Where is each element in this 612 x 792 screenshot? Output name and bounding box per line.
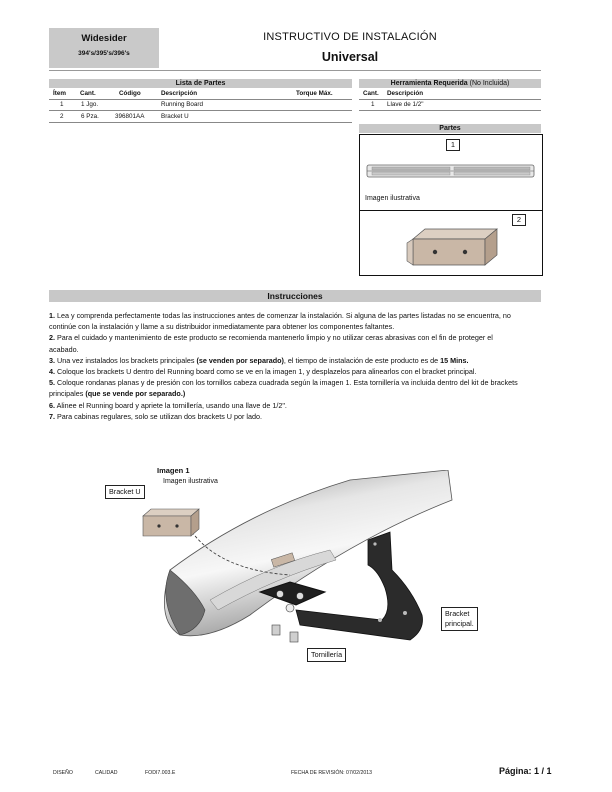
- row1-desc: Running Board: [161, 101, 204, 108]
- step-2: [49, 332, 519, 354]
- model-name: Widesider: [81, 33, 127, 44]
- table-divider: [49, 110, 352, 111]
- step-3-text-b: (se venden por separado): [196, 355, 284, 365]
- footer-code: FODI7.003.E: [145, 770, 176, 776]
- step-2-num: 2.: [49, 333, 55, 343]
- model-codes: 394's/395's/396's: [78, 50, 130, 57]
- step-3-num: 3.: [49, 355, 55, 365]
- part1-number: 1: [446, 139, 460, 151]
- figure-caption: Imagen ilustrativa: [163, 478, 218, 485]
- step-2-text: Para el cuidado y mantenimiento de este producto se recomienda mantenerlo limpio y no utilizar ceras abrasivas con el fin de proteger el acabado.: [49, 333, 493, 354]
- tools-title: [359, 79, 541, 88]
- row2-qty: 6 Pza.: [81, 113, 99, 120]
- part2-number: 2: [512, 214, 526, 226]
- tools-title-bold: Herramienta Requerida: [390, 80, 468, 87]
- document-subtitle: Universal: [321, 50, 379, 64]
- header-divider: [49, 70, 541, 71]
- instructions-list: [49, 310, 519, 422]
- table-divider: [49, 122, 352, 123]
- step-5: [49, 377, 519, 399]
- part1-caption: Imagen ilustrativa: [365, 195, 420, 202]
- tools-col-desc: Descripción: [387, 90, 424, 97]
- step-1: [49, 310, 519, 332]
- figure-title: Imagen 1: [157, 466, 190, 475]
- row2-code: 396801AA: [115, 113, 145, 120]
- step-4: [49, 366, 519, 377]
- parts-panel-title: Partes: [359, 124, 541, 133]
- step-6: [49, 400, 519, 411]
- model-box: [49, 28, 159, 68]
- step-4-num: 4.: [49, 367, 55, 377]
- step-5-text-b: (que se vende por separado.): [85, 389, 186, 399]
- step-1-num: 1.: [49, 311, 55, 320]
- document-title: INSTRUCTIVO DE INSTALACIÓN: [263, 31, 437, 43]
- step-3-text-d: 15 Mins.: [440, 355, 469, 365]
- parts-list-title: Lista de Partes: [49, 79, 352, 88]
- col-item: Ítem: [53, 90, 66, 97]
- page-number: Página: 1 / 1: [499, 766, 552, 776]
- step-3: [49, 355, 519, 366]
- step-3-text-c: , el tiempo de instalación de este producto es de: [283, 355, 441, 365]
- step-6-num: 6.: [49, 400, 55, 410]
- parts-panel: [359, 134, 543, 276]
- col-torque: Torque Máx.: [296, 90, 333, 97]
- running-board-illustration: [364, 157, 538, 187]
- footer-revision: FECHA DE REVISIÓN: 07/02/2013: [291, 770, 373, 776]
- parts-divider: [360, 210, 542, 211]
- step-6-text: Alinee el Running board y apriete la tornillería, usando una llave de 1/2".: [56, 400, 287, 410]
- installation-illustration: [100, 470, 460, 670]
- row2-item: 2: [60, 113, 64, 120]
- col-qty: Cant.: [80, 90, 96, 97]
- step-7: [49, 411, 519, 422]
- row2-desc: Bracket U: [161, 113, 189, 120]
- col-code: Código: [119, 90, 141, 97]
- col-desc: Descripción: [161, 90, 198, 97]
- step-7-text: Para cabinas regulares, solo se utilizan dos brackets U por lado.: [57, 411, 262, 421]
- bracket-u-figure: [137, 506, 201, 540]
- step-3-text-a: Una vez instalados los brackets principales: [57, 355, 197, 365]
- callout-bracket-principal-line2: principal.: [445, 619, 474, 628]
- footer-quality: CALIDAD: [95, 770, 118, 776]
- instructions-title: Instrucciones: [49, 290, 541, 302]
- row1-item: 1: [60, 101, 64, 108]
- tool1-desc: Llave de 1/2": [387, 101, 424, 108]
- step-5-text-a: Coloque rondanas planas y de presión con los tornillos cabeza cuadrada según la imagen 1. Esta tornillería va incluida dentro del kit de brackets principales: [49, 378, 518, 399]
- tool1-qty: 1: [371, 101, 375, 108]
- step-5-num: 5.: [49, 378, 55, 388]
- callout-tornilleria: Tornillería: [307, 648, 346, 662]
- row1-qty: 1 Jgo.: [81, 101, 99, 108]
- callout-bracket-principal: [441, 607, 478, 631]
- step-1-text: Lea y comprenda perfectamente todas las instrucciones antes de comenzar la instalación. Si alguna de las partes listadas no se encuentra, no continúe con la instalación y llame a su distribuidor inmediatamente para obtener los componentes faltantes.: [49, 311, 511, 332]
- step-7-num: 7.: [49, 411, 55, 421]
- tools-title-light: (No Incluida): [469, 80, 510, 87]
- callout-bracket-u: Bracket U: [105, 485, 145, 499]
- callout-bracket-principal-line1: Bracket: [445, 609, 470, 618]
- table-divider: [359, 110, 541, 111]
- bracket-u-illustration: [405, 225, 505, 271]
- footer-design: DISEÑO: [53, 770, 73, 776]
- tools-col-qty: Cant.: [363, 90, 379, 97]
- step-4-text: Coloque los brackets U dentro del Running board como se ve en la imagen 1, y desplazelos para alinearlos con el bracket principal.: [57, 367, 477, 377]
